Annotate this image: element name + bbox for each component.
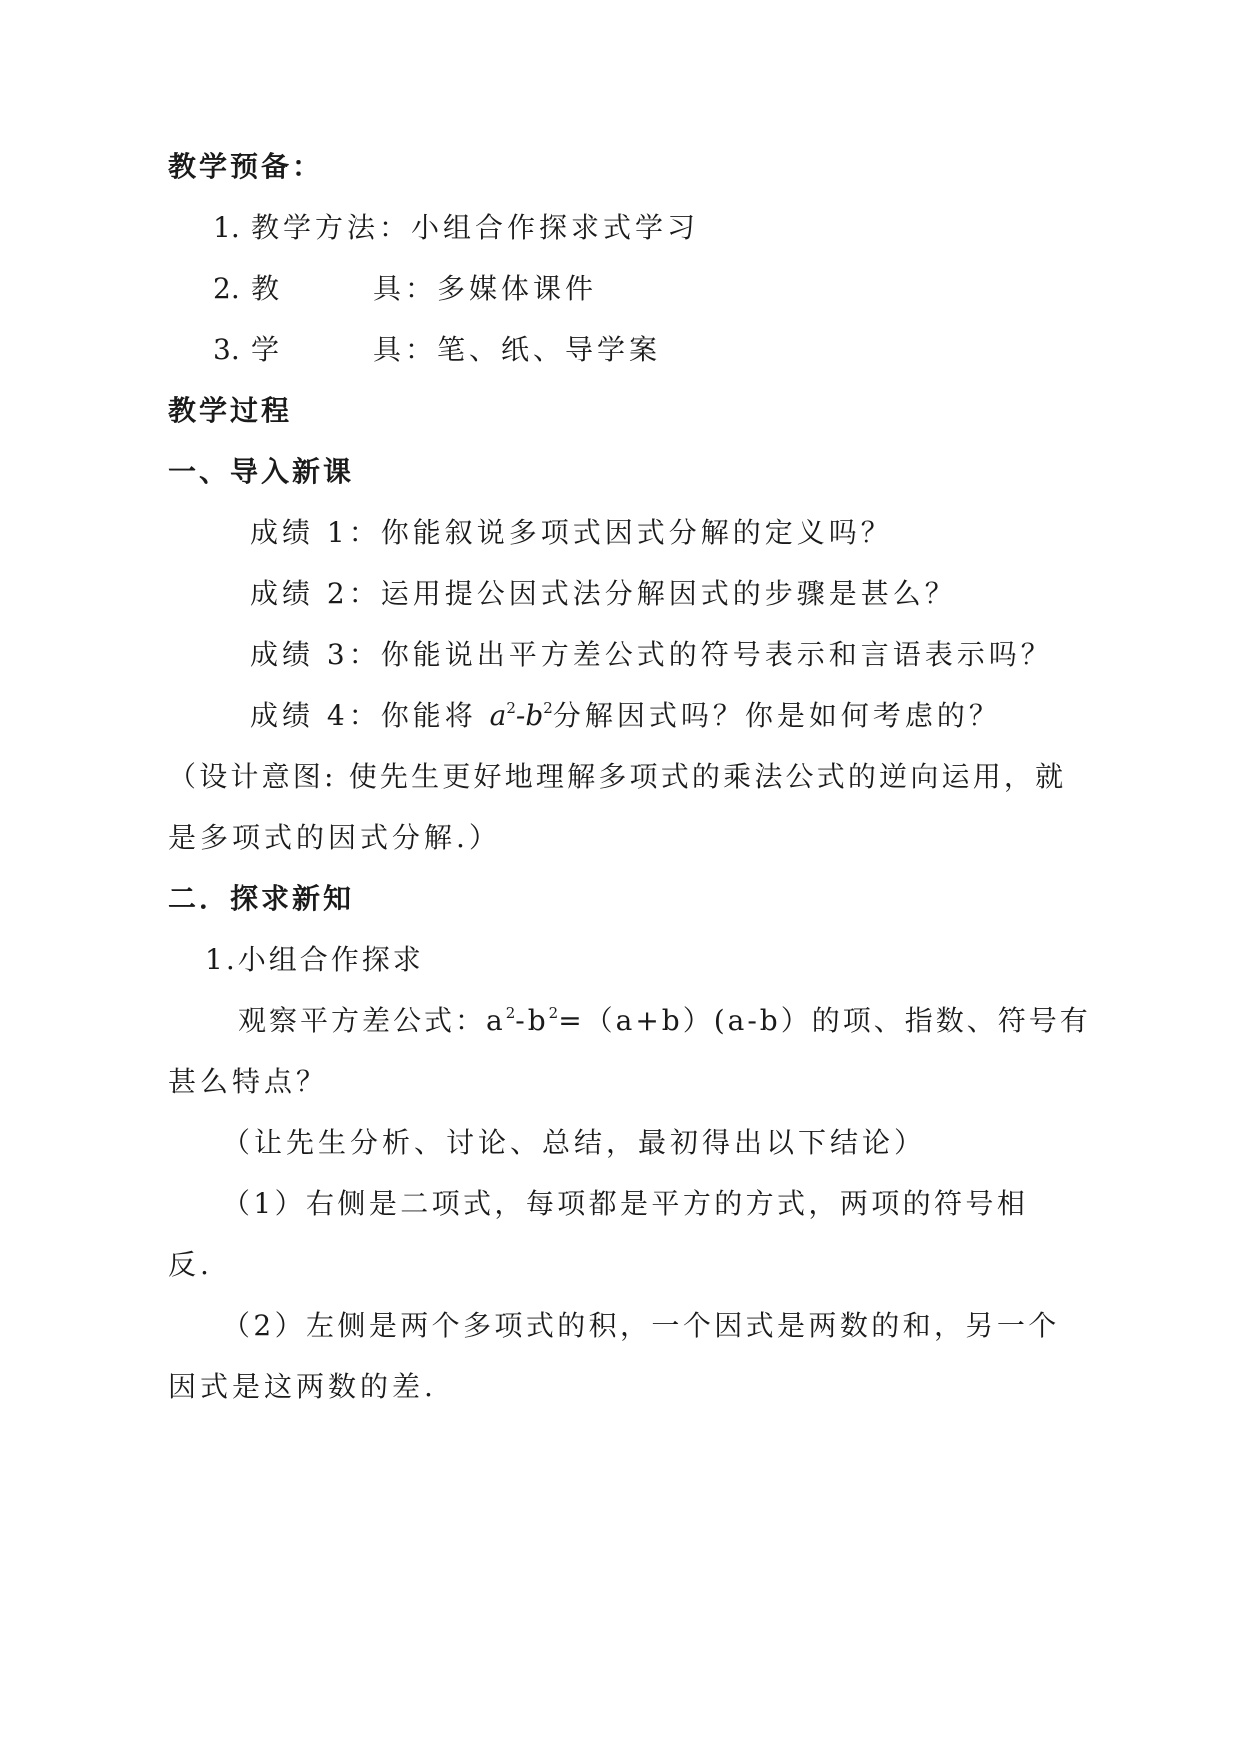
observe-line-2: 甚么特点？	[168, 1065, 329, 1098]
prep-item-2-label: 教	[251, 272, 284, 305]
prep-item-3-label: 学	[251, 333, 284, 366]
question-4	[250, 699, 1001, 733]
conclusion-1-line-1: （1）右侧是二项式，每项都是平方的方式，两项的符号相	[222, 1187, 1029, 1220]
question-1: 成绩 1：你能叙说多项式因式分解的定义吗？	[250, 516, 893, 549]
prep-item-3	[213, 333, 661, 367]
prep-item-2-number: 2.	[213, 272, 240, 305]
prep-item-1-text: 教学方法：小组合作探求式学习	[251, 211, 700, 244]
exponent: 2	[505, 1003, 516, 1022]
conclusion-2-line-2: 因式是这两数的差.	[168, 1370, 437, 1403]
heading-section-2: 二．探求新知	[168, 882, 355, 915]
prep-item-3-number: 3.	[213, 333, 240, 366]
question-2: 成绩 2：运用提公因式法分解因式的步骤是甚么？	[250, 577, 957, 610]
question-4-prefix: 成绩 4：你能将	[250, 699, 490, 732]
prep-item-1-number: 1.	[213, 211, 240, 244]
design-intent-line-2: 是多项式的因式分解.）	[168, 821, 501, 854]
exponent: 2	[548, 1003, 559, 1022]
guide-note: （让先生分析、讨论、总结，最初得出以下结论）	[222, 1126, 927, 1159]
subheading-group-inquiry: 1.小组合作探求	[205, 943, 424, 976]
var-b: b	[525, 699, 544, 732]
prep-item-2-text: 具：多媒体课件	[373, 272, 598, 305]
observe-formula-line	[238, 1004, 1091, 1038]
observe-mid: -b	[515, 1004, 549, 1037]
heading-teaching-prep: 教学预备：	[168, 150, 324, 183]
question-4-suffix: 分解因式吗？你是如何考虑的？	[552, 699, 1001, 732]
exponent: 2	[506, 698, 516, 717]
prep-item-2	[213, 272, 597, 306]
heading-section-1: 一、导入新课	[168, 455, 355, 488]
prep-item-1	[213, 211, 699, 245]
design-intent-line-1: （设计意图: 使先生更好地理解多项式的乘法公式的逆向运用，就	[168, 760, 1067, 793]
conclusion-1-line-2: 反.	[168, 1248, 213, 1281]
var-a: a	[489, 699, 507, 732]
observe-prefix: 观察平方差公式：a	[238, 1004, 506, 1037]
minus-sign: -	[515, 699, 526, 732]
prep-item-3-text: 具：笔、纸、导学案	[373, 333, 662, 366]
observe-suffix: =（a+b）(a-b）的项、指数、符号有	[558, 1004, 1091, 1037]
heading-teaching-process: 教学过程	[168, 394, 293, 427]
conclusion-2-line-1: （2）左侧是两个多项式的积，一个因式是两数的和，另一个	[222, 1309, 1060, 1342]
question-3: 成绩 3：你能说出平方差公式的符号表示和言语表示吗？	[250, 638, 1053, 671]
exponent: 2	[543, 698, 553, 717]
